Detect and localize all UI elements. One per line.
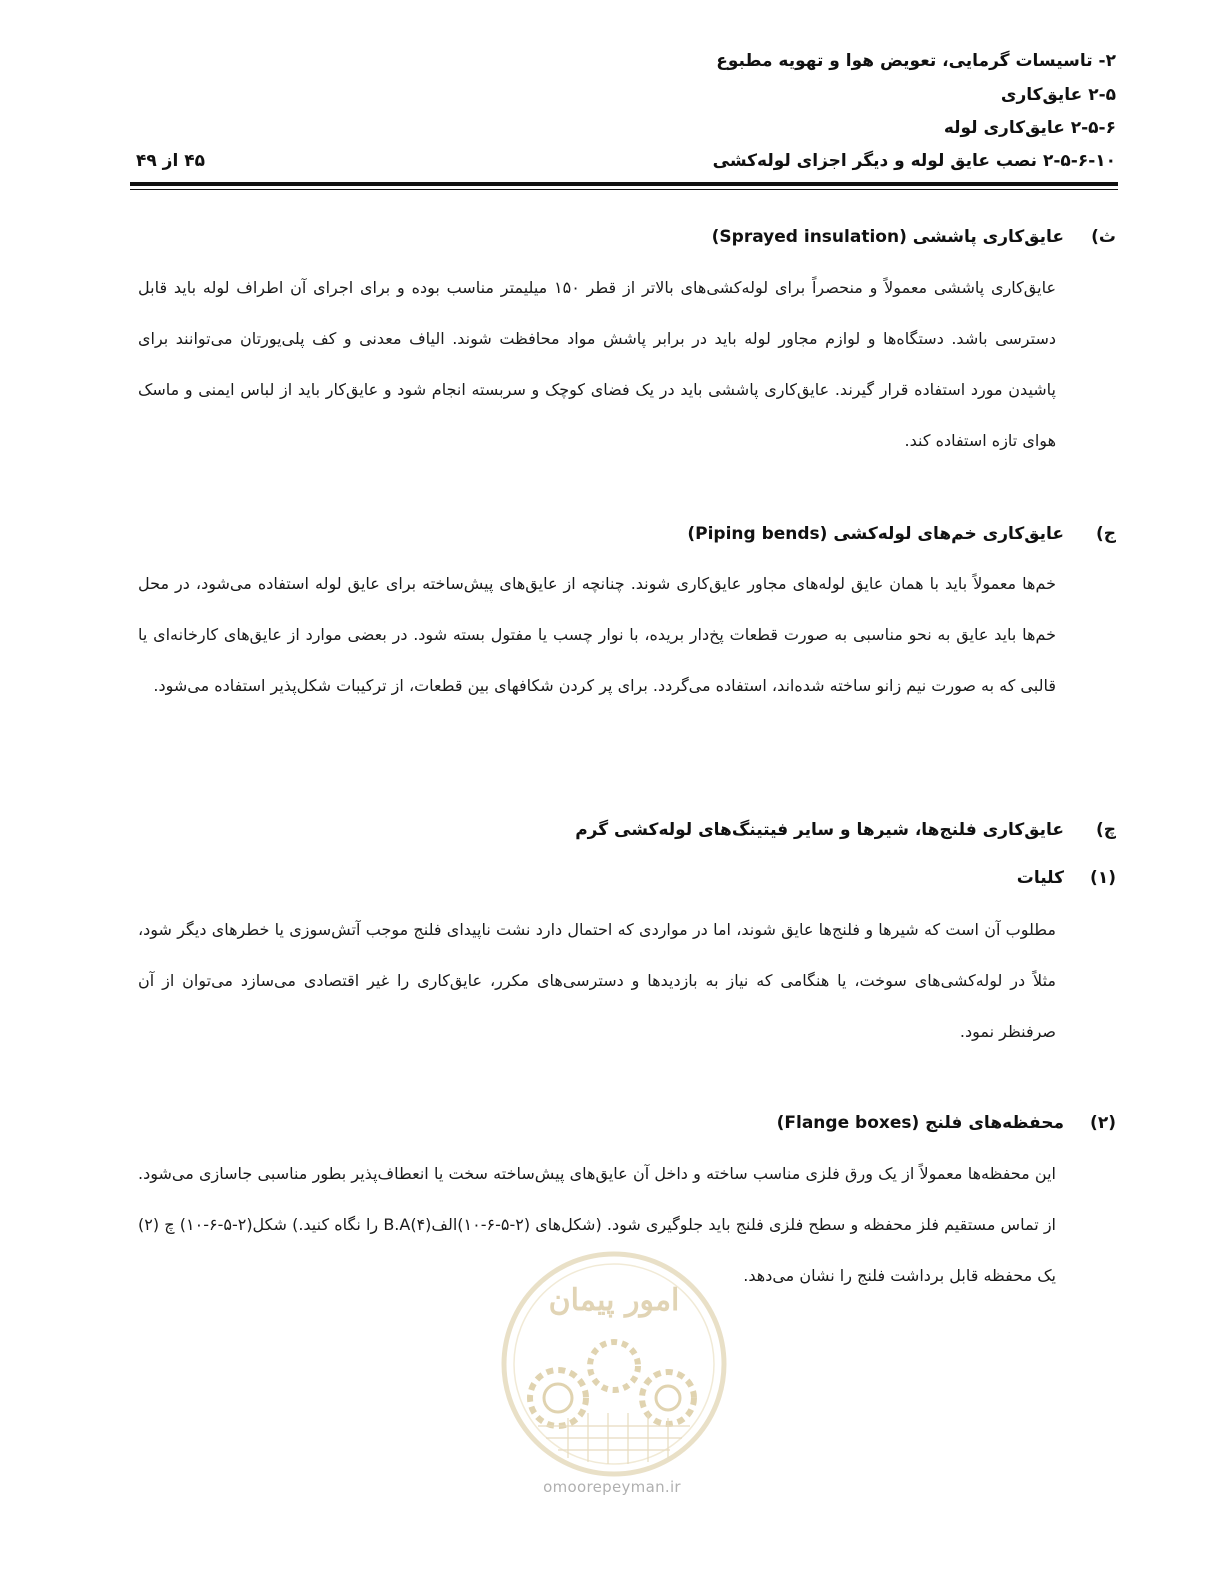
watermark-gear-icon: [530, 1342, 694, 1426]
section-title: عایق‌کاری فلنج‌ها، شیرها و سایر فیتینگ‌های لوله‌کشی گرم: [575, 820, 1064, 840]
subsection-title: کلیات: [1016, 868, 1064, 888]
watermark-url: omoorepeyman.ir: [543, 1478, 681, 1496]
watermark-brand-text: امور پیمان: [548, 1283, 680, 1318]
header-divider-thin: [130, 189, 1118, 190]
header-divider-thick: [130, 182, 1118, 186]
section-marker: چ): [1095, 820, 1116, 840]
section-heading-sprayed: [712, 225, 1116, 249]
section-title: عایق‌کاری خم‌های لوله‌کشی (Piping bends): [687, 524, 1064, 544]
section-body-sprayed: عایق‌کاری پاششی معمولاً و منحصراً برای لوله‌کشی‌های بالاتر از قطر ۱۵۰ میلیمتر مناسب بوده و برای اجرای آن اطراف لوله باید قابل دسترسی باشد. دستگاه‌ها و لوازم مجاور لوله باید در برابر پاشش مواد محافظت شوند. الیاف معدنی و کف پلی‌یورتان می‌توانند برای پاشیدن مورد استفاده قرار گیرند. عایق‌کاری پاششی باید در یک فضای کوچک و سربسته انجام شود و عایق‌کار باید از لباس ایمنی و ماسک هوای تازه استفاده کند.: [138, 278, 1057, 450]
header-chapter: ۲- تاسیسات گرمایی، تعویض هوا و تهویه مطبوع: [716, 51, 1116, 71]
subsection-heading-general: [1017, 866, 1116, 890]
subsection-heading-flange-boxes: [777, 1111, 1116, 1135]
section-heading-bends: [687, 522, 1116, 546]
section-body-bends: خم‌ها معمولاً باید با همان عایق لوله‌های مجاور عایق‌کاری شوند. چنانچه از عایق‌های پیش‌ساخته برای عایق لوله استفاده می‌شود، در محل خم‌ها باید عایق به نحو مناسبی به صورت قطعات پخ‌دار بریده، با نوار چسب یا مفتول بسته شود. در بعضی موارد از عایق‌های کارخانه‌ای یا قالبی که به صورت نیم زانو ساخته شده‌اند، استفاده می‌گردد. برای پر کردن شکافهای بین قطعات، از ترکیبات شکل‌پذیر استفاده می‌شود.: [138, 574, 1056, 695]
section-marker: ج): [1095, 524, 1116, 544]
section-heading-flanges: [575, 818, 1116, 842]
header-topic: ۲-۵-۶-۱۰ نصب عایق لوله و دیگر اجزای لوله‌کشی: [712, 151, 1116, 171]
section-marker: ث): [1091, 227, 1116, 247]
subsection-marker: (۲): [1090, 1113, 1116, 1133]
section-title: عایق‌کاری پاششی (Sprayed insulation): [711, 227, 1064, 247]
header-subsection: ۲-۵-۶ عایق‌کاری لوله: [943, 118, 1116, 138]
page-number: ۴۵ از ۴۹: [136, 151, 205, 171]
subsection-marker: (۱): [1090, 868, 1116, 888]
watermark-building-icon: [538, 1413, 690, 1464]
subsection-body-flange-boxes: این محفظه‌ها معمولاً از یک ورق فلزی مناسب ساخته و داخل آن عایق‌های پیش‌ساخته سخت یا انعطاف‌پذیر بطور مناسبی جاسازی می‌شود. از تماس مستقیم فلز محفظه و سطح فلزی فلنج باید جلوگیری شود. (شکل‌های (۲-۵-۶-۱۰)الف(۴)B.A را نگاه کنید.) شکل(۲-۵-۶-۱۰) چ (۲) یک محفظه قابل برداشت فلنج را نشان می‌دهد.: [138, 1164, 1057, 1285]
header-section: ۲-۵ عایق‌کاری: [1000, 85, 1116, 105]
subsection-title: محفظه‌های فلنج (Flange boxes): [776, 1113, 1064, 1133]
subsection-body-general: مطلوب آن است که شیرها و فلنج‌ها عایق شوند، اما در مواردی که احتمال دارد نشت ناپیدای فلنج موجب آتش‌سوزی یا خطرهای دیگر شود، مثلاً در لوله‌کشی‌های سوخت، یا هنگامی که نیاز به بازدیدها و دسترسی‌های مکرر، عایق‌کاری را غیر اقتصادی می‌سازد می‌توان از آن صرفنظر نمود.: [138, 920, 1056, 1041]
watermark-logo: [498, 1248, 730, 1480]
